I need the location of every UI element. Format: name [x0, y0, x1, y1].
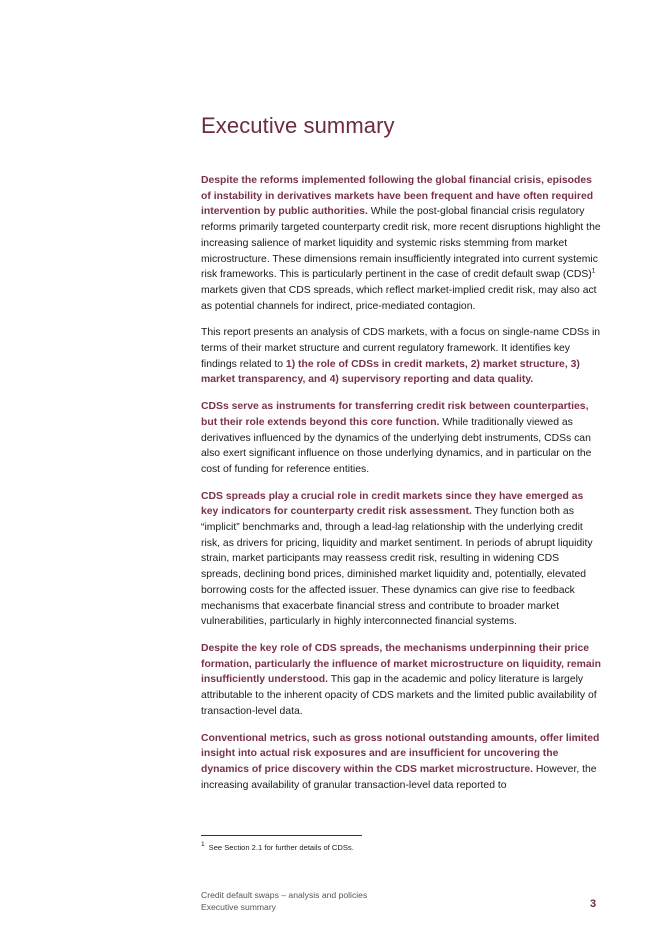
paragraph-lead: Despite the key role of CDS spreads, the mechanisms underpinning their price formation, particularly the influence of market microstructure on liquidity, remain insufficiently understood.: [201, 642, 601, 686]
paragraph-text: They function both as “implicit” benchmarks and, through a lead-lag relationship with the underlying credit risk, as drivers for pricing, liquidity and market sentiment. In periods of abrupt liquidity strain, market participants may reassess credit risk, resulting in widening CDS spreads, declining bond prices, diminished market liquidity and, potentially, elevated borrowing costs for the affected issuer. These dynamics can give rise to feedback mechanisms that exacerbate financial stress and contribute to broader market vulnerabilities, particularly in highly interconnected financial systems.: [201, 506, 593, 628]
footer-section-title: Executive summary: [201, 901, 276, 912]
paragraph-2: [201, 325, 601, 388]
paragraph-text: This report presents an analysis of CDS markets, with a focus on single-name CDSs in terms of their market structure and current regulatory framework. It identifies key findings related to: [201, 327, 601, 370]
paragraph-lead: CDS spreads play a crucial role in credit markets since they have emerged as key indicators for counterparty credit risk assessment.: [201, 490, 584, 518]
paragraph-lead: CDSs serve as instruments for transferring credit risk between counterparties, but their role extends beyond this core function.: [201, 401, 589, 428]
paragraph-lead: Despite the reforms implemented following the global financial crisis, episodes of instability in derivatives markets have been frequent and have often required intervention by public authorities.: [201, 175, 594, 218]
footnote-divider: [201, 835, 362, 836]
paragraph-text: This gap in the academic and policy literature is largely attributable to the inherent opacity of CDS markets and the limited public availability of transaction-level data.: [201, 674, 597, 717]
paragraph-highlight: 1) the role of CDSs in credit markets, 2) market structure, 3) market transparency, and 4) supervisory reporting and data quality.: [201, 358, 580, 386]
paragraph-4: [201, 489, 601, 630]
paragraph-3: [201, 399, 601, 478]
page-title: Executive summary: [201, 113, 395, 138]
footer-document-title: Credit default swaps – analysis and policies: [201, 890, 368, 900]
paragraph-text: However, the increasing availability of granular transaction-level data reported to: [201, 763, 597, 791]
body-text: [201, 173, 601, 804]
page-footer: [201, 890, 367, 913]
paragraph-1: [201, 173, 601, 314]
footnote-reference[interactable]: 1: [591, 267, 596, 275]
page-number: 3: [590, 898, 597, 910]
footnote-text: See Section 2.1 for further details of CDSs.: [208, 843, 354, 852]
paragraph-lead: Conventional metrics, such as gross notional outstanding amounts, offer limited insight into actual risk exposures and are insufficient for uncovering the dynamics of price discovery within the CDS market microstructure.: [201, 732, 600, 775]
paragraph-6: [201, 731, 601, 794]
footnote: [201, 843, 354, 852]
paragraph-text: markets given that CDS spreads, which reflect market-implied credit risk, may also act as potential channels for indirect, price-mediated contagion.: [201, 284, 597, 312]
paragraph-text: While the post-global financial crisis regulatory reforms primarily targeted counterparty credit risk, more recent disruptions highlight the increasing salience of market liquidity and systemic risks stemming from market microstructure. These dimensions remain insufficiently integrated into current systemic risk frameworks. This is particularly pertinent in the case of credit default swap (CDS): [201, 206, 601, 281]
paragraph-text: While traditionally viewed as derivatives influenced by the dynamics of the underlying debt instruments, CDSs can also exert significant influence on those underlying dynamics, and in particular on the cost of funding for reference entities.: [201, 416, 592, 475]
footnote-number: 1: [201, 841, 205, 849]
paragraph-5: [201, 641, 601, 720]
